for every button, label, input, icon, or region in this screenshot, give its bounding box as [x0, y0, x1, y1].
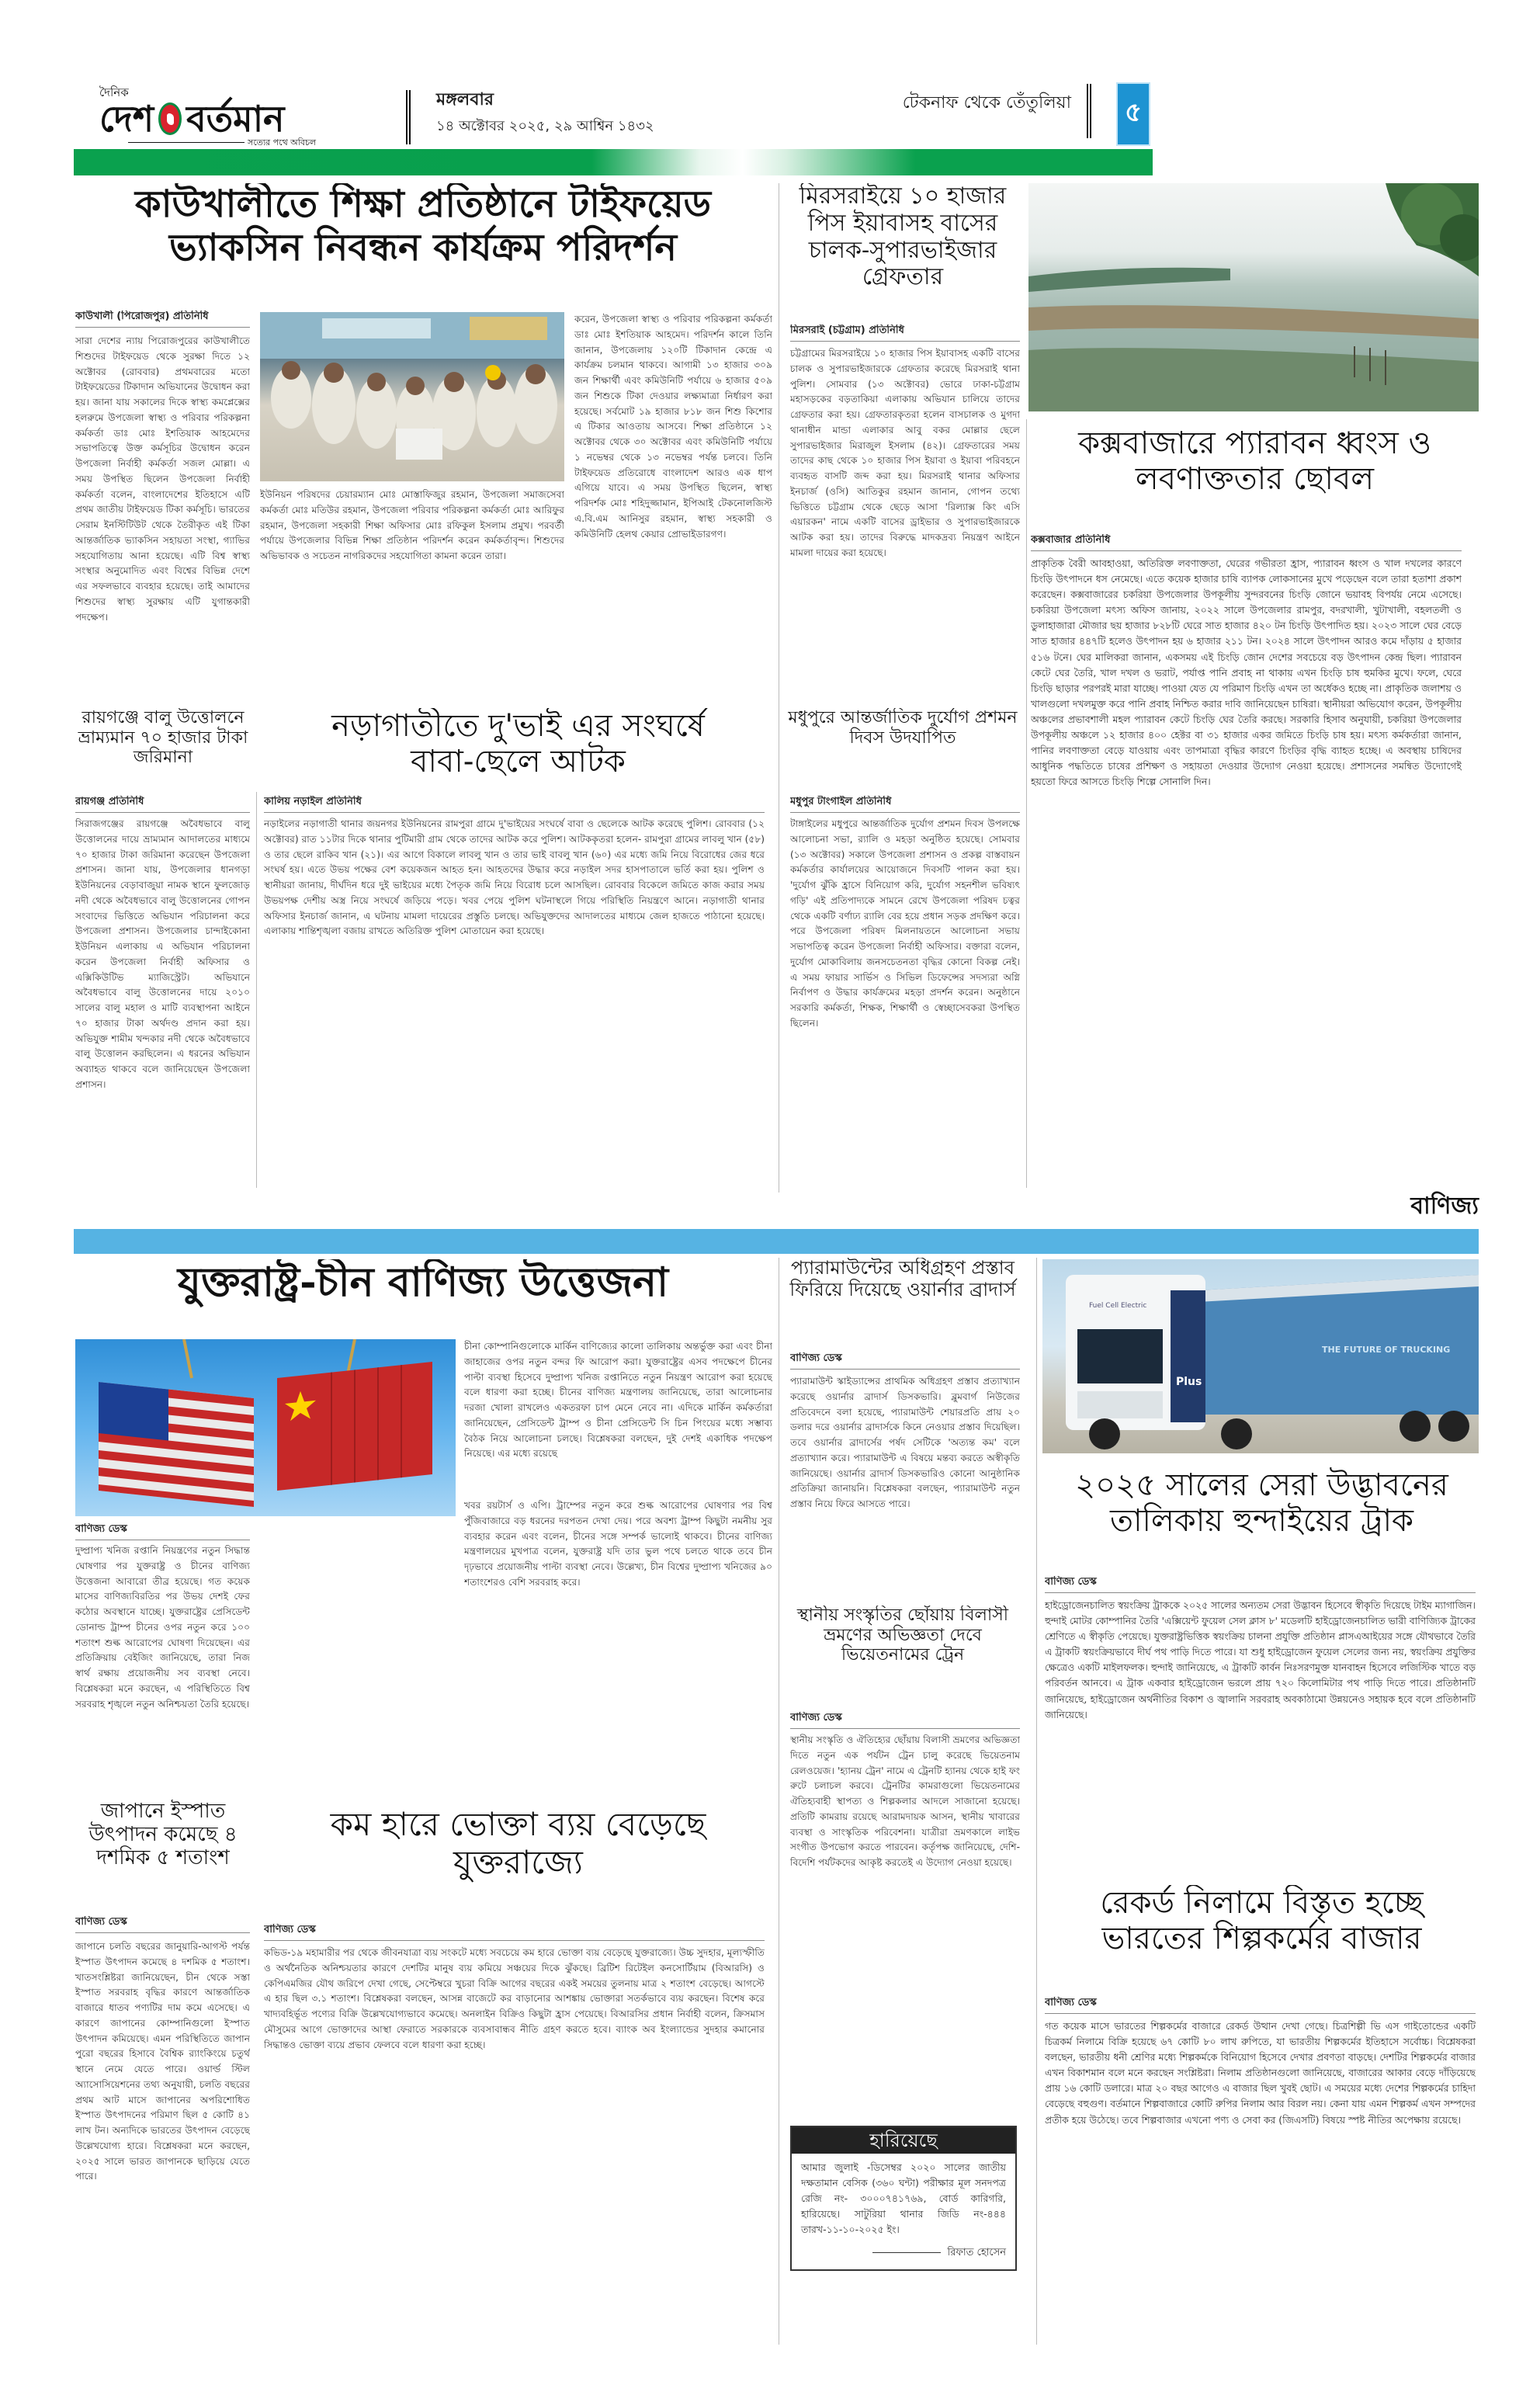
- lost-notice-title: হারিয়েছে: [792, 2127, 1015, 2154]
- signature-name: রিফাত হোসেন: [947, 2247, 1006, 2258]
- byline-madhupur: মধুপুর টাংগাইল প্রতিনিধি: [790, 796, 1020, 813]
- body-kaukhali-col2: ইউনিয়ন পরিষদের চেয়ারম্যান মোঃ মোস্তাফিজুর রহমান, উপজেলা সমাজসেবা কর্মকর্তা মোঃ মতিউর রহমান, উপজেলা পরিবার পরিকল্পনা কর্মকর্তা মোঃ আরিফুর রহমান, উপজেলা সহকারী শিক্ষা অফিসার মোঃ রফিকুল ইসলাম প্রমুখ। পরবর্তী পর্যায়ে উপজেলার বিভিন্ন শিক্ষা প্রতিষ্ঠান পরিদর্শন করেন কর্মকর্তাবৃন্দ। শিশুদের অভিভাবক ও সচেতন নাগরিকদের সহযোগিতা কামনা করেন তারা।: [260, 489, 564, 562]
- body-kaukhali-col3: করেন, উপজেলা স্বাস্থ্য ও পরিবার পরিকল্পনা কর্মকর্তা ডাঃ মোঃ ইশতিয়াক আহমেদ। পরিদর্শন কালে তিনি জানান, উপজেলায় ১২০টি টিকাদান কেন্দ্রে এ কার্যক্রম চলমান থাকবে। আগামী ১৩ হাজার ৩০৯ জন শিক্ষার্থী এবং কমিউনিটি পর্যায়ে ৬ হাজার ৫০৯ জন শিশুকে টিকা দেওয়ার লক্ষ্যমাত্রা নির্ধারণ করা হয়েছে। সর্বমোট ১৯ হাজার ৮১৮ জন শিশু কিশোর এ টিকার আওতায় আসবে। শিক্ষা প্রতিষ্ঠানে ১২ অক্টোবর থেকে ৩০ অক্টোবর এবং কমিউনিটি পর্যায়ে ১ নভেম্বর থেকে ১৩ নভেম্বর পর্যন্ত চলবে। তিনি টাইফয়েড প্রতিরোধে বাংলাদেশ আরও এক ধাপ এগিয়ে যাবে। এ সময় উপস্থিত ছিলেন, স্বাস্থ্য পরিদর্শক মোঃ শহিদুজ্জামান, ইপিআই টেকনোলজিস্ট এ.বি.এম আনিসুর রহমান, স্বাস্থ্য সহকারী ও কমিউনিটি হেলথ কেয়ার প্রোভাইডারগণ।: [574, 314, 772, 540]
- body-paramount: প্যারামাউন্ট স্কাইড্যান্সের প্রাথমিক অধিগ্রহণ প্রস্তাব প্রত্যাখ্যান করেছে ওয়ার্নার ব্রাদার্স ডিসকভারি। ব্লুমবার্গ নিউজের প্রতিবেদনে বলা হয়েছে, প্যারামাউন্ট শেয়ারপ্রতি প্রায় ২০ ডলার দরে ওয়ার্নার ব্রাদার্সকে কিনে নেওয়ার প্রস্তাব দিয়েছিল। তবে ওয়ার্নার ব্রাদার্সের পর্ষদ সেটিকে 'অত্যন্ত কম' বলে প্রত্যাখ্যান করে। প্যারামাউন্ট এ বিষয়ে মন্তব্য করতে অস্বীকৃতি জানিয়েছে। ওয়ার্নার ব্রাদার্স ডিসকভারিও কোনো আনুষ্ঠানিক প্রতিক্রিয়া জানায়নি। বিশ্লেষকরা বলছেন, প্যারামাউন্ট নতুন প্রস্তাব নিয়ে ফিরে আসতে পারে।: [790, 1376, 1020, 1510]
- body-raiganj: সিরাজগঞ্জের রায়গঞ্জে অবৈধভাবে বালু উত্তোলনের দায়ে ভ্রাম্যমান আদালতের মাধ্যমে ৭০ হাজার টাকা জরিমানা করেছেন উপজেলা প্রশাসন। জানা যায়, উপজেলার ধানগড়া ইউনিয়নের বেড়াবাজুয়া নামক স্থানে ফুলজোড় নদী থেকে অবৈধভাবে বালু উত্তোলনের গোপন সংবাদের ভিত্তিতে অভিযান পরিচালনা করে উপজেলা প্রশাসন। উপজেলার চান্দাইকোনা ইউনিয়ন এলাকায় এ অভিযান পরিচালনা করেন উপজেলা নির্বাহী অফিসার ও এক্সিকিউটিভ ম্যাজিস্ট্রেট। অভিযানে অবৈধভাবে বালু উত্তোলনের দায়ে ২০১০ সালের বালু মহাল ও মাটি ব্যবস্থাপনা আইনে ৭০ হাজার টাকা অর্থদণ্ড প্রদান করা হয়। অভিযুক্ত শামীম খন্দকার নদী থেকে অবৈধভাবে বালু উত্তোলন করছিলেন। এ ধরনের অভিযান অব্যাহত থাকবে বলে জানিয়েছেন উপজেলা প্রশাসন।: [75, 818, 250, 1091]
- headline-naragati[interactable]: [264, 708, 772, 792]
- byline-vietnam-train: বাণিজ্য ডেস্ক: [790, 1712, 1020, 1729]
- truck-brand-text: Plus: [1176, 1376, 1202, 1388]
- column-rule: [1026, 419, 1027, 1188]
- section-blue-band: [74, 1229, 1479, 1254]
- photo-mangrove-shoreline: [1028, 183, 1479, 411]
- headline-vietnam-train[interactable]: স্থানীয় সংস্কৃতির ছোঁয়ায় বিলাসী ভ্রমণের অভিজ্ঞতা দেবে ভিয়েতনামের ট্রেন: [796, 1606, 1009, 1665]
- photo-officials-group-icon: [260, 312, 564, 481]
- headline-kaukhali[interactable]: [74, 183, 772, 279]
- headline-line-1: নড়াগাতীতে দু'ভাই এর সংঘর্ষে: [331, 708, 705, 744]
- trailer-text: THE FUTURE OF TRUCKING: [1322, 1345, 1451, 1355]
- slogan-divider: [1087, 84, 1091, 138]
- logo-word-bartaman: বর্তমান: [186, 98, 285, 140]
- body-mirsarai: চট্টগ্রামের মিরসরাইয়ে ১০ হাজার পিস ইয়াবাসহ একটি বাসের চালক ও সুপারভাইজারকে গ্রেফতার করেছে মিরসরাই থানা পুলিশ। সোমবার (১৩ অক্টোবর) ভোরে ঢাকা-চট্টগ্রাম মহাসড়কের বড়তাকিয়া এলাকায় অভিযান চালিয়ে তাদের গ্রেফতার করা হয়। গ্রেফতারকৃতরা হলেন বাসচালক ও মুগদা থানাধীন মান্ডা এলাকার আবু বকর মোল্লার ছেলে সুপারভাইজার মিরাজুল ইসলাম (৪২)। গ্রেফতারের সময় তাদের কাছ থেকে ১০ হাজার পিস ইয়াবা ও ইয়াবা পরিবহনে ব্যবহৃত বাসটি জব্দ করা হয়। মিরসরাই থানার অফিসার ইনচার্জ (ওসি) আতিকুর রহমান জানান, গোপন তথ্যে ভিত্তিতে চট্টগ্রাম থেকে ছেড়ে আসা 'রিল্যাক্স কিং এসি এয়ারকন' নামে একটি বাসের ড্রাইভার ও সুপারভাইজারকে আটক করা হয়। তাদের বিরুদ্ধে মাদকদ্রব্য নিয়ন্ত্রণ আইনে মামলা দায়ের করা হয়েছে।: [790, 348, 1020, 558]
- body-japan-steel: জাপানে চলতি বছরের জানুয়ারি-আগস্ট পর্যন্ত ইস্পাত উৎপাদন কমেছে ৪ দশমিক ৫ শতাংশ। খাতসংশ্লিষ্টরা জানিয়েছেন, চীন থেকে সস্তা ইস্পাত সরবরাহ বৃদ্ধির কারণে আন্তর্জাতিক বাজারে ধাতব পণ্যটির দাম কমে এসেছে। এ কারণে জাপানের কোম্পানিগুলো ইস্পাত উৎপাদন কমিয়েছে। এমন পরিস্থিতিতে জাপান পুরো বছরের হিসাবে বৈশ্বিক র‍্যাংকিংয়ে চতুর্থ স্থানে নেমে যেতে পারে। ওয়ার্ল্ড স্টিল অ্যাসোসিয়েশনের তথ্য অনুযায়ী, চলতি বছরের প্রথম আট মাসে জাপানের অপরিশোধিত ইস্পাত উৎপাদনের পরিমাণ ছিল ৫ কোটি ৪১ লাখ টন। অন্যদিকে ভারতের উৎপাদন বেড়েছে উল্লেখযোগ্য হারে। বিশ্লেষকরা মনে করছেন, ২০২৫ সালে ভারত জাপানকে ছাড়িয়ে যেতে পারে।: [75, 1941, 250, 2182]
- headline-us-china[interactable]: যুক্তরাষ্ট্র-চীন বাণিজ্য উত্তেজনা: [177, 1259, 669, 1306]
- logo-prefix: দৈনিক: [99, 85, 129, 99]
- headline-india-art[interactable]: রেকর্ড নিলামে বিস্তৃত হচ্ছে ভারতের শিল্পকর্মের বাজার: [1100, 1885, 1424, 1957]
- headline-madhupur[interactable]: মধুপুরে আন্তর্জাতিক দুর্যোগ প্রশমন দিবস উদযাপিত: [788, 708, 1018, 748]
- body-vietnam-train: স্থানীয় সংস্কৃতি ও ঐতিহ্যের ছোঁয়ায় বিলাসী ভ্রমণের অভিজ্ঞতা দিতে নতুন এক পর্যটন ট্রেন চালু করেছে ভিয়েতনাম রেলওয়েজ। 'হ্যানয় ট্রেন' নামে এ ট্রেনটি হ্যানয় থেকে হাই ফং রুটে চলাচল করবে। ট্রেনটির কামরাগুলো ভিয়েতনামের ঐতিহ্যবাহী স্থাপত্য ও শিল্পকলার আদলে সাজানো হয়েছে। প্রতিটি কামরায় রয়েছে আরামদায়ক আসন, স্থানীয় খাবারের ব্যবস্থা ও সাংস্কৃতিক পরিবেশনা। যাত্রীরা ভ্রমণকালে লাইভ সংগীত উপভোগ করতে পারবেন। কর্তৃপক্ষ জানিয়েছে, দেশি-বিদেশি পর্যটকদের আকৃষ্ট করতেই এ উদ্যোগ নেওয়া হয়েছে।: [790, 1734, 1020, 1869]
- headline-coxsbazar[interactable]: কক্সবাজারে প্যারাবন ধ্বংস ও লবণাক্ততার ছোবল: [1078, 425, 1431, 498]
- column-rule: [256, 792, 257, 1188]
- bangladesh-map-seal-icon: [158, 102, 182, 135]
- headline-line-2: বাবা-ছেলে আটক: [411, 744, 626, 780]
- page-number-badge: ৫: [1116, 82, 1150, 146]
- body-hyundai: হাইড্রোজেনচালিত স্বয়ংক্রিয় ট্রাককে ২০২৫ সালের অন্যতম সেরা উদ্ভাবন হিসেবে স্বীকৃতি দিয়েছে টাইম ম্যাগাজিন। হুন্দাই মোটর কোম্পানির তৈরি 'এক্সিয়েন্ট ফুয়েল সেল ক্লাস ৮' মডেলটি হাইড্রোজেনচালিত ভারী বাণিজ্যিক ট্রাকের শ্রেণিতে এ স্বীকৃতি পেয়েছে। যুক্তরাষ্ট্রভিত্তিক স্বয়ংক্রিয় চালনা প্রযুক্তি প্রতিষ্ঠান প্লাসএআইয়ের সঙ্গে যৌথভাবে তৈরি এ ট্রাকটি স্বয়ংক্রিয়ভাবে দীর্ঘ পথ পাড়ি দিতে পারে। যা শুধু হাইড্রোজেন ফুয়েল সেলের জন্য নয়, স্বয়ংক্রিয় প্রযুক্তির ক্ষেত্রেও একটি মাইলফলক। হুন্দাই জানিয়েছে, এ ট্রাকটি কার্বন নিঃসরণমুক্ত যানবাহন হিসেবে লজিস্টিক খাতে বড় পরিবর্তন আনবে। এ ট্রাক একবার হাইড্রোজেন ভরলে প্রায় ৭২০ কিলোমিটার পথ পাড়ি দিতে পারে। প্রতিষ্ঠানটি জানিয়েছে, হাইড্রোজেন অর্থনীতির বিকাশ ও জ্বালানি সরবরাহ অবকাঠামো উন্নয়নেও সহায়ক হবে বলে প্রতিষ্ঠানটি জানিয়েছে।: [1045, 1599, 1476, 1720]
- byline-japan-steel: বাণিজ্য ডেস্ক: [75, 1916, 250, 1933]
- headline-paramount[interactable]: প্যারামাউন্টের অধিগ্রহণ প্রস্তাব ফিরিয়ে দিয়েছে ওয়ার্নার ব্রাদার্স: [789, 1258, 1016, 1300]
- byline-hyundai: বাণিজ্য ডেস্ক: [1045, 1576, 1476, 1593]
- photo-hyundai-truck: [1042, 1259, 1479, 1453]
- headline-mirsarai[interactable]: মিরসরাইয়ে ১০ হাজার পিস ইয়াবাসহ বাসের চালক-সুপারভাইজার গ্রেফতার: [799, 183, 1007, 291]
- headline-uk-consumer[interactable]: কম হারে ভোক্তা ব্যয় বেড়েছে যুক্তরাজ্যে: [330, 1806, 706, 1881]
- body-madhupur: টাঙ্গাইলের মধুপুরে আন্তর্জাতিক দুর্যোগ প্রশমন দিবস উপলক্ষে আলোচনা সভা, র‍্যালি ও মহড়া অনুষ্ঠিত হয়েছে। সোমবার (১৩ অক্টোবর) সকালে উপজেলা প্রশাসন ও প্রকল্প বাস্তবায়ন কর্মকর্তার কার্যালয়ের আয়োজনে দিবসটি পালন করা হয়। 'দুর্যোগ ঝুঁকি হ্রাসে বিনিয়োগ করি, দুর্যোগ সহনশীল ভবিষ্যৎ গড়ি' এই প্রতিপাদ্যকে সামনে রেখে উপজেলা পরিষদ চত্বর থেকে একটি বর্ণাঢ্য র‍্যালি বের হয়ে প্রধান সড়ক প্রদক্ষিণ করে। পরে উপজেলা পরিষদ মিলনায়তনে আলোচনা সভায় সভাপতিত্ব করেন উপজেলা নির্বাহী অফিসার। বক্তারা বলেন, দুর্যোগ মোকাবিলায় জনসচেতনতা বৃদ্ধির কোনো বিকল্প নেই। এ সময় ফায়ার সার্ভিস ও সিভিল ডিফেন্সের সদস্যরা অগ্নি নির্বাপণ ও উদ্ধার কার্যক্রমের মহড়া প্রদর্শন করেন। অনুষ্ঠানে সরকারি কর্মকর্তা, শিক্ষক, শিক্ষার্থী ও স্বেচ্ছাসেবকরা উপস্থিত ছিলেন।: [790, 818, 1020, 1029]
- byline-coxsbazar: কক্সবাজার প্রতিনিধি: [1031, 534, 1462, 551]
- headline-hyundai[interactable]: ২০২৫ সালের সেরা উদ্ভাবনের তালিকায় হুন্দাইয়ের ট্রাক: [1075, 1467, 1448, 1540]
- body-kaukhali-col1: সারা দেশের ন্যায় পিরোজপুরের কাউখালীতে শিশুদের টাইফয়েড থেকে সুরক্ষা দিতে ১২ অক্টোবর (রোববার) প্রথমবারের মতো টাইফয়েডের টিকাদান অভিযানের উদ্বোধন করা হয়। জানা যায় সকালের দিকে স্বাস্থ্য কমপ্লেক্সের হলরুমে উপজেলা স্বাস্থ্য ও পরিবার পরিকল্পনা কর্মকর্তা ডাঃ মোঃ ইশতিয়াক আহমেদের সভাপতিত্বে উক্ত কর্মসূচির উদ্বোধন করেন উপজেলা নির্বাহী কর্মকর্তা সজল মোল্লা। এ সময় উপস্থিত ছিলেন উপজেলা নির্বাহী কর্মকর্তা বলেন, বাংলাদেশের ইতিহাসে এটি প্রথম জাতীয় টাইফয়েড টিকা কর্মসূচি। ভারতের সেরাম ইনস্টিটিউট থেকে তৈরীকৃত এই টিকা আন্তর্জাতিক ভ্যাকসিন সহায়তা সংস্থা, গ্যাভির সহযোগিতায় আনা হয়েছে। এটি বিশ্ব স্বাস্থ্য সংস্থার অনুমোদিত এবং বিশ্বের বিভিন্ন দেশে এর সফলভাবে ব্যবহার হয়েছে। তাই আমাদের শিশুদের স্বাস্থ্য সুরক্ষায় এটি যুগান্তকারী পদক্ষেপ।: [75, 335, 250, 623]
- hydrogen-truck-icon: [1042, 1259, 1479, 1453]
- lost-notice-box: [790, 2126, 1017, 2271]
- publication-day: মঙ্গলবার: [436, 90, 494, 109]
- headline-line-2: ভ্যাকসিন নিবন্ধন কার্যক্রম পরিদর্শন: [168, 225, 678, 269]
- column-rule: [1036, 1258, 1037, 2345]
- body-us-china-col2: চীনা কোম্পানিগুলোকে মার্কিন বাণিজ্যের কালো তালিকায় অন্তর্ভুক্ত করা এবং চীনা জাহাজের ওপর নতুন বন্দর ফি আরোপ করা। যুক্তরাষ্ট্রের এসব পদক্ষেপে চীনের পাল্টা ব্যবস্থা হিসেবে দুষ্প্রাপ্য খনিজ রপ্তানিতে নতুন নিয়ন্ত্রণ আরোপ করা হয়েছে বলে ধারণা করা হচ্ছে। চীনের বাণিজ্য মন্ত্রণালয় জানিয়েছে, তারা আলোচনার দরজা খোলা রাখলেও একতরফা চাপ মেনে নেবে না। এদিকে মার্কিন কর্মকর্তারা জানিয়েছেন, প্রেসিডেন্ট ট্রাম্প ও চীনা প্রেসিডেন্ট সি চিন পিংয়ের মধ্যে সম্ভাব্য বৈঠক নিয়ে আলোচনা চলছে। বিশ্লেষকরা বলছেন, দুই দেশই একাধিক পদক্ষেপ নিয়েছে। এর মধ্যে রয়েছে: [464, 1341, 772, 1460]
- headline-japan-steel[interactable]: জাপানে ইস্পাত উৎপাদন কমেছে ৪ দশমিক ৫ শতাংশ: [88, 1800, 238, 1870]
- logo-tagline: [128, 138, 316, 147]
- signature-rule: [872, 2252, 941, 2253]
- body-naragati: নড়াইলের নড়াগাতী থানার জয়নগর ইউনিয়নের রামপুরা গ্রামে দু'ভাইয়ের সংঘর্ষে বাবা ও ছেলেকে আটক করেছে পুলিশ। রোববার (১২ অক্টোবর) রাত ১১টার দিকে থানার পুটিমারী গ্রাম থেকে তাদের আটক করে পুলিশ। আটককৃতরা হলেন- রামপুরা গ্রামের লাবলু খান (৫৮) ও তার ছেলে রাকিব খান (২১)। এর আগে বিকালে লাবলু খান ও তার ভাই বাবলু খান (৬০) এর মধ্যে জমি নিয়ে বিরোধের জের ধরে সংঘর্ষ হয়। এতে উভয় পক্ষের বেশ কয়েকজন আহত হন। আহতদের উদ্ধার করে নড়াইল সদর হাসপাতালে ভর্তি করা হয়। পুলিশ ও স্থানীয়রা জানায়, দীর্ঘদিন ধরে দুই ভাইয়ের মধ্যে পৈতৃক জমি নিয়ে বিরোধ চলে আসছিল। রোববার বিকেলে জমিতে কাজ করার সময় উভয়পক্ষ দেশীয় অস্ত্র নিয়ে সংঘর্ষে জড়িয়ে পড়ে। খবর পেয়ে পুলিশ ঘটনাস্থলে গিয়ে পরিস্থিতি নিয়ন্ত্রণে আনে। নড়াগাতী থানার অফিসার ইনচার্জ জানান, এ ঘটনায় মামলা দায়েরের প্রস্তুতি চলছে। অভিযুক্তদের আদালতের মাধ্যমে জেল হাজতে পাঠানো হয়েছে। এলাকায় শান্তিশৃঙ্খলা বজায় রাখতে অতিরিক্ত পুলিশ মোতায়েন করা হয়েছে।: [264, 818, 765, 937]
- tagline-rule: [128, 142, 245, 143]
- section-label-commerce: বাণিজ্য: [1410, 1192, 1479, 1220]
- tagline-text: সত্যের পথে অবিচল: [248, 137, 317, 148]
- logo-word-desh: দেশ: [99, 98, 154, 140]
- photo-vaccination-visit: [260, 312, 564, 481]
- headline-raiganj[interactable]: রায়গঞ্জে বালু উত্তোলনে ভ্রাম্যমান ৭০ হাজার টাকা জরিমানা: [78, 708, 248, 768]
- byline-india-art: বাণিজ্য ডেস্ক: [1045, 1997, 1476, 2014]
- body-india-art: গত কয়েক মাসে ভারতের শিল্পকর্মের বাজারে রেকর্ড উত্থান দেখা গেছে। চিত্রশিল্পী ভি এস গাইতোন্ডের একটি চিত্রকর্ম নিলামে বিক্রি হয়েছে ৬৭ কোটি ৮০ লাখ রুপিতে, যা ভারতীয় শিল্পকর্মের ইতিহাসে সর্বোচ্চ। বিশ্লেষকরা বলছেন, ভারতীয় ধনী শ্রেণির মধ্যে শিল্পকর্মকে বিনিয়োগ হিসেবে দেখার প্রবণতা বাড়ছে। দেশটির শিল্পকর্মের বাজার এখন বিকাশমান বলে মনে করছেন সংশ্লিষ্টরা। নিলাম প্রতিষ্ঠানগুলো জানিয়েছে, বাজারের আকার বেড়ে দাঁড়িয়েছে প্রায় ১৬ কোটি ডলারে। মাত্র ২০ বছর আগেও এ বাজার ছিল খুবই ছোট। এ সময়ের মধ্যে দেশের শিল্পকর্মের চাহিদা বেড়েছে বহুগুণ। বর্তমানে শিল্পবাজারে কোটি রুপির নিলাম আর বিরল নয়। কেনা যায় এমন শিল্পকর্ম এখন সম্পদের প্রতীক হয়ে উঠেছে। তবে শিল্পবাজার এখনো পণ্য ও সেবা কর (জিএসটি) বিষয়ে স্পষ্ট নীতির অপেক্ষায় রয়েছে।: [1045, 2020, 1476, 2126]
- publication-date: ১৪ অক্টোবর ২০২৫, ২৯ আশ্বিন ১৪৩২: [436, 118, 654, 134]
- newspaper-logo: [99, 99, 285, 138]
- byline-kaukhali: কাউখালী (পিরোজপুর) প্রতিনিধি: [75, 311, 250, 328]
- page-section-slogan: টেকনাফ থেকে তেঁতুলিয়া: [902, 93, 1071, 113]
- byline-naragati: কালিয় নড়াইল প্রতিনিধি: [264, 796, 765, 813]
- photo-us-china-containers: [75, 1339, 456, 1516]
- photo-coastal-landscape-icon: [1028, 183, 1479, 411]
- body-coxsbazar: প্রাকৃতিক বৈরী আবহাওয়া, অতিরিক্ত লবণাক্ততা, ঘেরের গভীরতা হ্রাস, প্যারাবন ধ্বংস ও খাল দখলের কারণে চিংড়ি উৎপাদনে ধস নেমেছে। এতে কয়েক হাজার চাষি ব্যাপক লোকসানের মুখে পড়েছেন বলে তারা হতাশা প্রকাশ করেছেন। কক্সবাজারের চকরিয়া উপজেলার উপকূলীয় সুন্দরবনের চিংড়ি জোনে ভয়াবহ বিপর্যয় নেমে এসেছে। চকরিয়া উপজেলা মৎস্য অফিস জানায়, ২০২২ সালে উপজেলার রামপুর, বদরখালী, খুটাখালী, বহলতলী ও ডুলাহাজারা মৌজার ছয় হাজার ৮২৮টি ঘেরে সাত হাজার ৪২০ টন চিংড়ি উৎপাদিত হয়। ২০২৩ সালে ঘের বেড়ে সাত হাজার ৪৪৭টি হলেও উৎপাদন হয় ৬ হাজার ২১১ টন। ২০২৪ সালে উৎপাদন আরও কমে দাঁড়ায় ৫ হাজার ৫১৬ টনে। ঘের মালিকরা জানান, একসময় এই চিংড়ি জোন দেশের সবচেয়ে বড় উৎপাদন কেন্দ্র ছিল। প্যারাবন কেটে ঘের তৈরি, খাল দখল ও ভরাট, পর্যাপ্ত পানি প্রবাহ না থাকায় এখন চিংড়ি চাষ হুমকির মুখে। ফলে, ঘেরে চিংড়ি ছাড়ার পরপরই মারা যাচ্ছে। পাওয়া যেত যে পরিমাণ চিংড়ি এখন তা অর্ধেকও হচ্ছে না। প্রাকৃতিক জলাশয় ও খালগুলো দখলমুক্ত করে পানি প্রবাহ নিশ্চিত করার দাবি জানিয়েছেন চাষিরা। স্থানীয়রা অভিযোগ করেন, উপকূলীয় অঞ্চলের প্রভাবশালী মহল প্যারাবন কেটে চিংড়ি ঘের তৈরি করছে। সরকারি হিসাব অনুযায়ী, চকরিয়া উপজেলার উপকূলীয় অঞ্চলে ১২ হাজার ৪০০ হেক্টর বা ৩১ হাজার একর জমিতে চিংড়ি চাষ হয়। মৎস্য কর্মকর্তারা জানান, পানির লবণাক্ততা বেড়ে যাওয়ায় এবং তাপমাত্রা বৃদ্ধির কারণে চিংড়ির বৃদ্ধি ব্যাহত হচ্ছে। এ অবস্থায় চাষিদের আধুনিক পদ্ধতিতে চাষের প্রশিক্ষণ ও সহায়তা দেওয়ার উদ্যোগ নেওয়া হয়েছে। প্রশাসনের সমন্বিত উদ্যোগেই হয়তো ফিরে আসতে চিংড়ি শিল্পে সোনালি দিন।: [1031, 557, 1462, 788]
- lost-notice-body: আমার জুলাই -ডিসেম্বর ২০২০ সালের জাতীয় দক্ষতামান বেসিক (৩৬০ ঘন্টা) পরীক্ষার মূল সনদপত্র রেজি নং- ৩০০০৭৪১৭৬৯, বোর্ড কারিগরি, হারিয়েছে। সাটুরিয়া থানার জিডি নং-৪৪৪ তারখ-১১-১০-২০২৫ ইং।: [801, 2161, 1006, 2235]
- body-us-china-col1: দুষ্প্রাপ্য খনিজ রপ্তানি নিয়ন্ত্রণের নতুন সিদ্ধান্ত ঘোষণার পর যুক্তরাষ্ট্র ও চীনের বাণিজ্য উত্তেজনা আবারো তীব্র হয়েছে। গত কয়েক মাসের বাণিজ্যবিরতির পর উভয় দেশই ফের কঠোর অবস্থানে যাচ্ছে। যুক্তরাষ্ট্রের প্রেসিডেন্ট ডোনাল্ড ট্রাম্প চীনের ওপর নতুন করে ১০০ শতাংশ শুল্ক আরোপের ঘোষণা দিয়েছেন। এর প্রতিক্রিয়ায় বেইজিং জানিয়েছে, তারা নিজ স্বার্থ রক্ষায় প্রয়োজনীয় সব ব্যবস্থা নেবে। বিশ্লেষকরা মনে করছেন, এ পরিস্থিতিতে বিশ্ব সরবরাহ শৃঙ্খলে নতুন অনিশ্চয়তা তৈরি হয়েছে।: [75, 1545, 250, 1710]
- masthead-divider: [406, 90, 411, 144]
- body-uk-consumer: কভিড-১৯ মহামারীর পর থেকে জীবনযাত্রা ব্যয় সংকটে মধ্যে সবচেয়ে কম হারে ভোক্তা ব্যয় বেড়েছে যুক্তরাজ্যে। উচ্চ সুদহার, মূল্যস্ফীতি ও অর্থনৈতিক অনিশ্চয়তার কারণে দেশটির মানুষ ব্যয় কমিয়ে সঞ্চয়ের দিকে ঝুঁকছে। ব্রিটিশ রিটেইল কনসোর্টিয়াম (বিআরসি) ও কেপিএমজির যৌথ জরিপে দেখা গেছে, সেপ্টেম্বরে খুচরা বিক্রি আগের বছরের একই সময়ের তুলনায় মাত্র ২ শতাংশ বেড়েছে। আগস্টে এ হার ছিল ৩.১ শতাংশ। বিশ্লেষকরা বলছেন, আসন্ন বাজেটে কর বাড়ানোর আশঙ্কায় ভোক্তারা সতর্কভাবে ব্যয় করছেন। বিশেষ করে খাদ্যবহির্ভূত পণ্যের বিক্রি উল্লেখযোগ্যভাবে কমেছে। অনলাইন বিক্রিও কিছুটা হ্রাস পেয়েছে। বিআরসির প্রধান নির্বাহী বলেন, ক্রিসমাস মৌসুমের আগে ভোক্তাদের আস্থা ফেরাতে সরকারকে ব্যবসাবান্ধব নীতি গ্রহণ করতে হবে। ব্যাংক অব ইংল্যান্ডের সুদহার কমানোর সিদ্ধান্তও ভোক্তা ব্যয়ে প্রভাব ফেলবে বলে ধারণা করা হচ্ছে।: [264, 1947, 765, 2050]
- byline-us-china: বাণিজ্য ডেস্ক: [75, 1523, 250, 1540]
- byline-mirsarai: মিরসরাই (চট্টগ্রাম) প্রতিনিধি: [790, 325, 1020, 342]
- byline-uk-consumer: বাণিজ্য ডেস্ক: [264, 1924, 765, 1941]
- lost-notice-signature: [792, 2241, 1015, 2269]
- shipping-containers-flags-icon: [75, 1339, 456, 1516]
- truck-side-text: Fuel Cell Electric: [1089, 1302, 1147, 1310]
- byline-paramount: বাণিজ্য ডেস্ক: [790, 1352, 1020, 1370]
- headline-line-1: কাউখালীতে শিক্ষা প্রতিষ্ঠানে টাইফয়েড: [135, 183, 711, 226]
- byline-raiganj: রায়গঞ্জ প্রতিনিধি: [75, 796, 250, 813]
- body-us-china-col3: খবর রয়টার্স ও এপি। ট্রাম্পের নতুন করে শুল্ক আরোপের ঘোষণার পর বিশ্ব পুঁজিবাজারে বড় ধরনের দরপতন দেখা দেয়। পরে অবশ্য ট্রাম্প কিছুটা নমনীয় সুর ব্যবহার করেন এবং বলেন, চীনের সঙ্গে সম্পর্ক ভালোই থাকবে। চীনের বাণিজ্য মন্ত্রণালয়ের মুখপাত্র বলেন, যুক্তরাষ্ট্র যদি তার ভুল পথে চলতে থাকে তবে চীন দৃঢ়ভাবে প্রয়োজনীয় পাল্টা ব্যবস্থা নেবে। উল্লেখ্য, চীন বিশ্বের দুষ্প্রাপ্য খনিজের ৯০ শতাংশেরও বেশি সরবরাহ করে।: [464, 1500, 772, 1588]
- masthead-green-band: [74, 149, 1153, 175]
